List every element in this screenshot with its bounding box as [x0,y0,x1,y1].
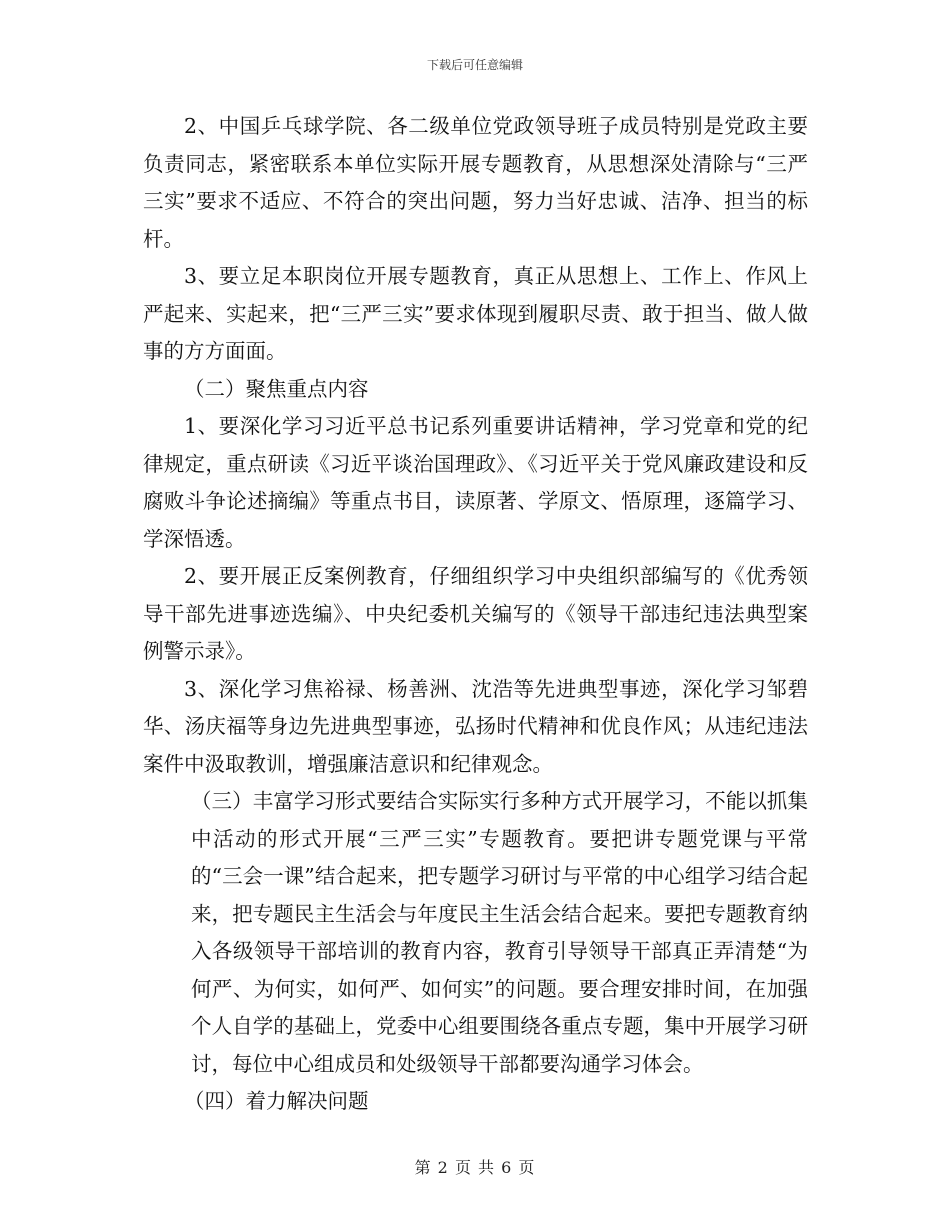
paragraph-case-education: 2、要开展正反案例教育，仔细组织学习中央组织部编写的《优秀领导干部先进事迹选编》、中央纪委机关编写的《领导干部违纪违法典型案例警示录》。 [143,564,808,663]
paragraph-item-2: 2、中国乒乓球学院、各二级单位党政领导班子成员特别是党政主要负责同志，紧密联系本单位实际开展专题教育，从思想深处清除与“三严三实”要求不适应、不符合的突出问题，努力当好忠诚、洁净、担当的标杆。 [143,114,808,251]
section-heading-solve-problems: （四）着力解决问题 [184,1089,369,1113]
paragraph-study-speeches: 1、要深化学习习近平总书记系列重要讲话精神，学习党章和党的纪律规定，重点研读《习近平谈治国理政》、《习近平关于党风廉政建设和反腐败斗争论述摘编》等重点书目，读原著、学原文、悟原理，逐篇学习、学深悟透。 [143,414,808,551]
paragraph-enrich-study-forms: （三）丰富学习形式要结合实际实行多种方式开展学习，不能以抓集中活动的形式开展“三严三实”专题教育。要把讲专题党课与平常的“三会一课”结合起来，把专题学习研讨与平常的中心组学习结合起来，把专题民主生活会与年度民主生活会结合起来。要把专题教育纳入各级领导干部培训的教育内容，教育引导领导干部真正弄清楚“为何严、为何实，如何严、如何实”的问题。要合理安排时间，在加强个人自学的基础上，党委中心组要围绕各重点专题，集中开展学习研讨，每位中心组成员和处级领导干部都要沟通学习体会。 [191,789,808,1076]
page-number-footer: 第 2 页 共 6 页 [414,1158,536,1177]
section-heading-focus-key-content: （二）聚焦重点内容 [184,376,369,401]
document-body [143,108,808,1121]
page-header-note: 下载后可任意编辑 [426,58,523,72]
paragraph-advanced-models: 3、深化学习焦裕禄、杨善洲、沈浩等先进典型事迹，深化学习邹碧华、汤庆福等身边先进典型事迹，弘扬时代精神和优良作风；从违纪违法案件中汲取教训，增强廉洁意识和纪律观念。 [143,676,808,776]
paragraph-item-3: 3、要立足本职岗位开展专题教育，真正从思想上、工作上、作风上严起来、实起来，把“三严三实”要求体现到履职尽责、敢于担当、做人做事的方方面面。 [143,264,808,363]
